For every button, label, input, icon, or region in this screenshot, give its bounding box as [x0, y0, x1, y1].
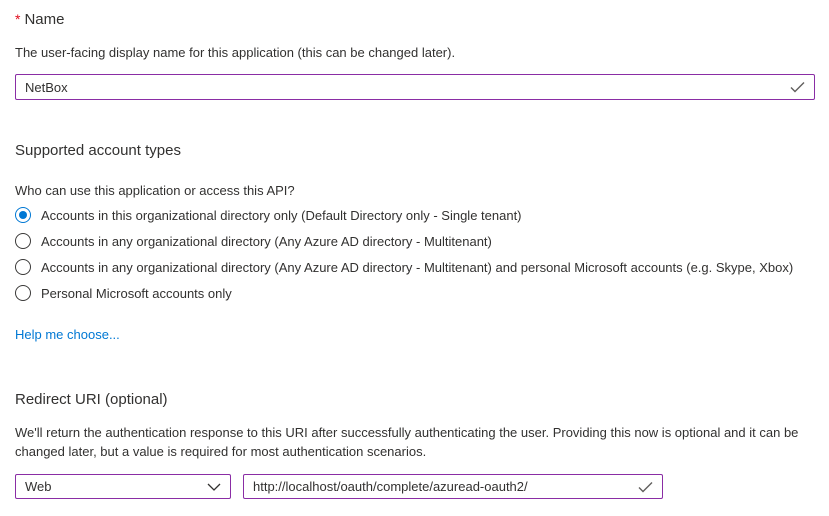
redirect-uri-description: We'll return the authentication response to this URI after successfully authenticating the user. Providing this now is optional and it can be changed later, but a value is required for most authentication scenarios. — [15, 425, 799, 459]
valid-checkmark-icon — [638, 481, 653, 493]
redirect-uri-input-container — [243, 474, 663, 499]
radio-label: Personal Microsoft accounts only — [41, 285, 232, 301]
name-section-heading — [15, 11, 64, 28]
name-input[interactable] — [16, 80, 790, 95]
radio-label: Accounts in any organizational directory (Any Azure AD directory - Multitenant) and personal Microsoft accounts (e.g. Skype, Xbox) — [41, 259, 794, 275]
name-hint-text: The user-facing display name for this application (this can be changed later). — [15, 45, 456, 60]
platform-select[interactable] — [15, 474, 231, 499]
platform-select-value: Web — [25, 479, 52, 494]
radio-single-tenant[interactable] — [15, 206, 522, 224]
radio-button-icon — [15, 233, 31, 249]
redirect-uri-input[interactable] — [244, 479, 638, 494]
radio-label: Accounts in any organizational directory (Any Azure AD directory - Multitenant) — [41, 233, 492, 249]
radio-label: Accounts in this organizational directory only (Default Directory only - Single tenant) — [41, 207, 522, 223]
radio-multitenant-personal[interactable] — [15, 258, 793, 276]
valid-checkmark-icon — [790, 81, 805, 93]
radio-button-icon — [15, 207, 31, 223]
radio-button-icon — [15, 259, 31, 275]
radio-multitenant[interactable] — [15, 232, 492, 250]
name-input-container — [15, 74, 815, 100]
help-me-choose-link[interactable]: Help me choose... — [15, 327, 120, 342]
chevron-down-icon — [207, 483, 221, 491]
radio-button-icon — [15, 285, 31, 301]
account-types-heading: Supported account types — [15, 142, 181, 159]
redirect-uri-heading: Redirect URI (optional) — [15, 391, 168, 408]
account-types-question: Who can use this application or access this API? — [15, 183, 295, 198]
radio-personal-only[interactable] — [15, 284, 232, 302]
name-label: Name — [24, 11, 65, 28]
required-marker: * — [15, 11, 21, 27]
